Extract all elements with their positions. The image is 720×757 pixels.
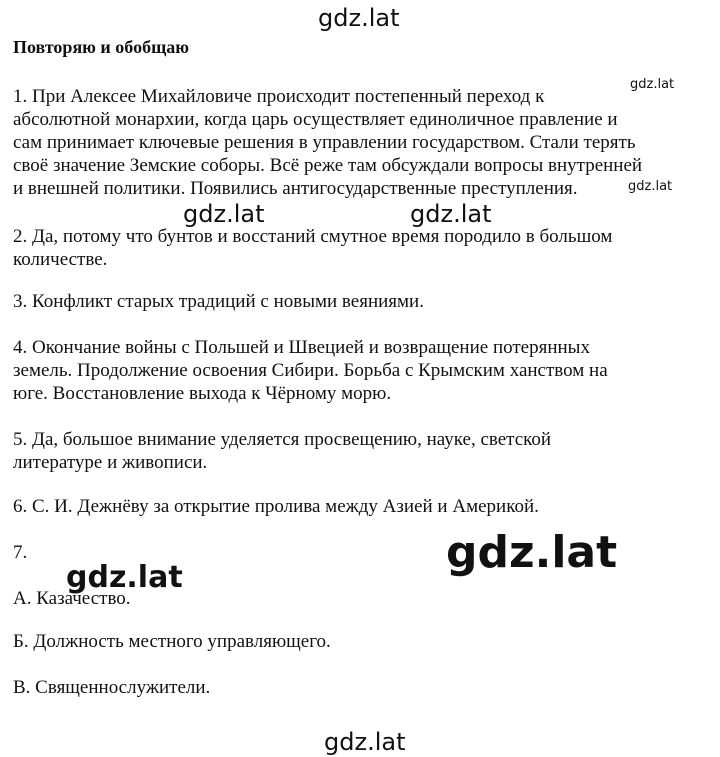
watermark-top: gdz.lat: [318, 4, 400, 32]
answer-2: [13, 225, 713, 271]
answer-1-line: и внешней политики. Появились антигосударственные преступления.: [13, 178, 578, 199]
answer-2-line: количестве.: [13, 249, 108, 270]
answer-2-line: 2. Да, потому что бунтов и восстаний смутное время породило в большом: [13, 226, 613, 247]
watermark-bottom: gdz.lat: [324, 728, 406, 756]
watermark-right-1: gdz.lat: [630, 77, 675, 92]
answer-4-line: 4. Окончание войны с Польшей и Швецией и возвращение потерянных: [13, 337, 590, 358]
answer-7-b: Б. Должность местного управляющего.: [13, 631, 331, 652]
answer-6-line: 6. С. И. Дежнёву за открытие пролива между Азией и Америкой.: [13, 496, 539, 517]
watermark-left: gdz.lat: [66, 560, 183, 595]
answer-7-a: А. Казачество.: [13, 588, 131, 609]
answer-4-line: земель. Продолжение освоения Сибири. Борьба с Крымским ханством на: [13, 360, 608, 381]
answer-1-line: абсолютной монархии, когда царь осуществляет единоличное правление и: [13, 109, 618, 130]
watermark-large: gdz.lat: [446, 527, 618, 578]
watermark-mid-2: gdz.lat: [410, 200, 492, 228]
answer-6: [13, 495, 713, 518]
answer-3: [13, 290, 713, 313]
answer-1-line: 1. При Алексее Михайловиче происходит постепенный переход к: [13, 86, 545, 107]
answer-3-line: 3. Конфликт старых традиций с новыми веяниями.: [13, 291, 424, 312]
watermark-mid-1: gdz.lat: [183, 200, 265, 228]
answer-1-line: своё значение Земские соборы. Всё реже там обсуждали вопросы внутренней: [13, 155, 643, 176]
section-heading: Повторяю и обобщаю: [13, 37, 190, 57]
answer-1-line: сам принимает ключевые решения в управлении государством. Стали терять: [13, 132, 636, 153]
answer-4: [13, 336, 713, 405]
watermark-right-2: gdz.lat: [628, 179, 673, 194]
answer-7: 7.: [13, 542, 28, 563]
answer-7-c: В. Священнослужители.: [13, 677, 211, 698]
answer-5: [13, 428, 713, 474]
answer-4-line: юге. Восстановление выхода к Чёрному морю.: [13, 383, 392, 404]
answer-5-line: литературе и живописи.: [13, 452, 208, 473]
answer-1: [13, 85, 713, 200]
answer-5-line: 5. Да, большое внимание уделяется просвещению, науке, светской: [13, 429, 552, 450]
